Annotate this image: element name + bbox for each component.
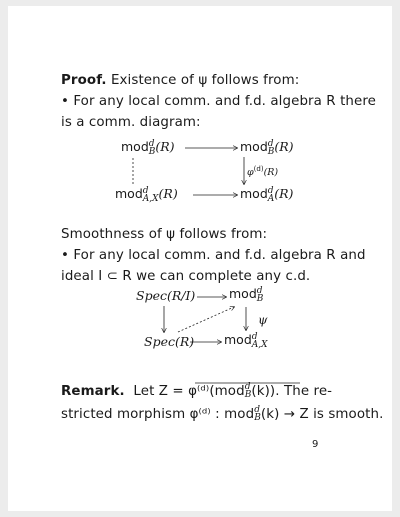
- remark-line1: Remark. Let Z = φ⁽ᵈ⁾(mod d B (k)). The re-: [61, 382, 333, 400]
- bullet1-line1: • For any local comm. and f.d. algebra R there: [61, 94, 376, 109]
- diagram2-right-label: ψ: [258, 313, 268, 327]
- proof-text: Existence of ψ follows from:: [106, 73, 300, 88]
- diagram1-right-arrow-label: $\varphi^{(d)}(R)$: [247, 165, 279, 179]
- proof-label: Proof.: [61, 73, 107, 88]
- bullet2-line2: ideal I ⊂ R we can complete any c.d.: [61, 269, 311, 284]
- d2-diagonal-dashed: [178, 307, 234, 332]
- diagram1-bottom-right: mod d A (R): [240, 185, 294, 204]
- diagram2-top-right: mod d B: [229, 285, 264, 304]
- paper-page: [8, 6, 392, 511]
- bullet1-line2: is a comm. diagram:: [61, 115, 201, 130]
- diagram-arrows: [8, 6, 392, 511]
- page-number: 9: [312, 439, 319, 450]
- bullet2-line1: • For any local comm. and f.d. algebra R and: [61, 248, 366, 263]
- diagram1-bottom-left: mod d A,X (R): [115, 185, 178, 204]
- diagram2-bottom-right: mod d A,X: [224, 331, 268, 350]
- remark-label: Remark.: [61, 384, 125, 399]
- diagram2-bottom-left: Spec(R): [144, 334, 195, 349]
- diagram1-top-left: mod d B (R): [121, 138, 175, 157]
- smoothness-line: Smoothness of ψ follows from:: [61, 227, 268, 242]
- diagram1-top-right: mod d B (R): [240, 138, 294, 157]
- diagram2-top-left: Spec(R/I): [136, 288, 196, 303]
- remark-line2: stricted morphism φ⁽ᵈ⁾ : mod d B (k) → Z is smooth.: [61, 405, 384, 423]
